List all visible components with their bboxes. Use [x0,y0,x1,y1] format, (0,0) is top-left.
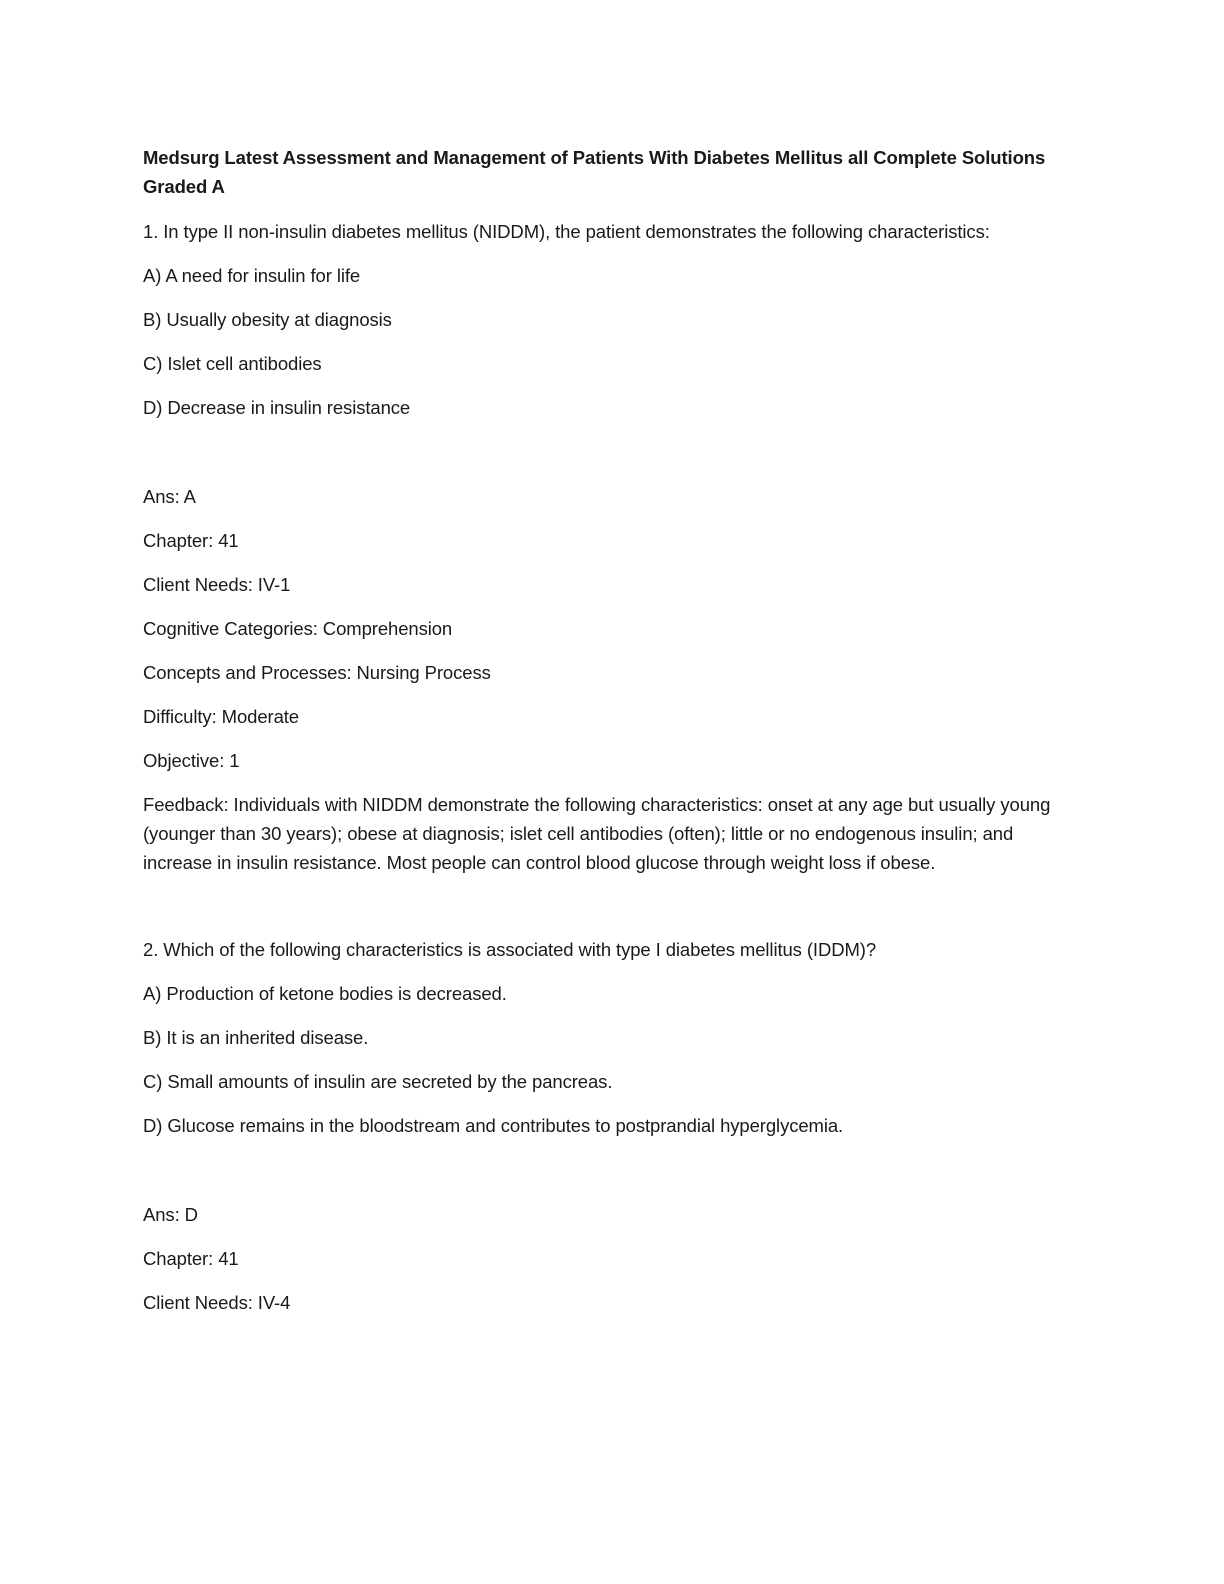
option-a: A) A need for insulin for life [143,265,361,286]
question-stem: 1. In type II non-insulin diabetes mellitus (NIDDM), the patient demonstrates the following characteristics: [143,221,990,242]
question-1 [143,217,1073,877]
option-b: B) It is an inherited disease. [143,1027,369,1048]
answer: Ans: A [143,486,196,507]
document-title: Medsurg Latest Assessment and Management of Patients With Diabetes Mellitus all Complete Solutions Graded A [143,147,1046,197]
chapter: Chapter: 41 [143,530,239,551]
difficulty: Difficulty: Moderate [143,706,299,727]
option-c: C) Islet cell antibodies [143,353,322,374]
document-page [143,143,1073,1332]
spacer [143,892,1073,935]
concepts-processes: Concepts and Processes: Nursing Process [143,662,491,683]
chapter: Chapter: 41 [143,1248,239,1269]
option-c: C) Small amounts of insulin are secreted by the pancreas. [143,1071,613,1092]
option-d: D) Decrease in insulin resistance [143,397,411,418]
question-stem: 2. Which of the following characteristics is associated with type I diabetes mellitus (IDDM)? [143,939,877,960]
option-a: A) Production of ketone bodies is decreased. [143,983,507,1004]
feedback: Feedback: Individuals with NIDDM demonstrate the following characteristics: onset at any age but usually young (younger than 30 years); obese at diagnosis; islet cell antibodies (often); little or no endogenous insulin; and increase in insulin resistance. Most people can control blood glucose through weight loss if obese. [143,794,1051,873]
spacer [143,437,1073,482]
option-b: B) Usually obesity at diagnosis [143,309,392,330]
client-needs: Client Needs: IV-4 [143,1292,291,1313]
client-needs: Client Needs: IV-1 [143,574,291,595]
option-d: D) Glucose remains in the bloodstream and contributes to postprandial hyperglycemia. [143,1115,844,1136]
spacer [143,1155,1073,1200]
answer: Ans: D [143,1204,198,1225]
objective: Objective: 1 [143,750,240,771]
question-2 [143,935,1073,1317]
cognitive-categories: Cognitive Categories: Comprehension [143,618,453,639]
